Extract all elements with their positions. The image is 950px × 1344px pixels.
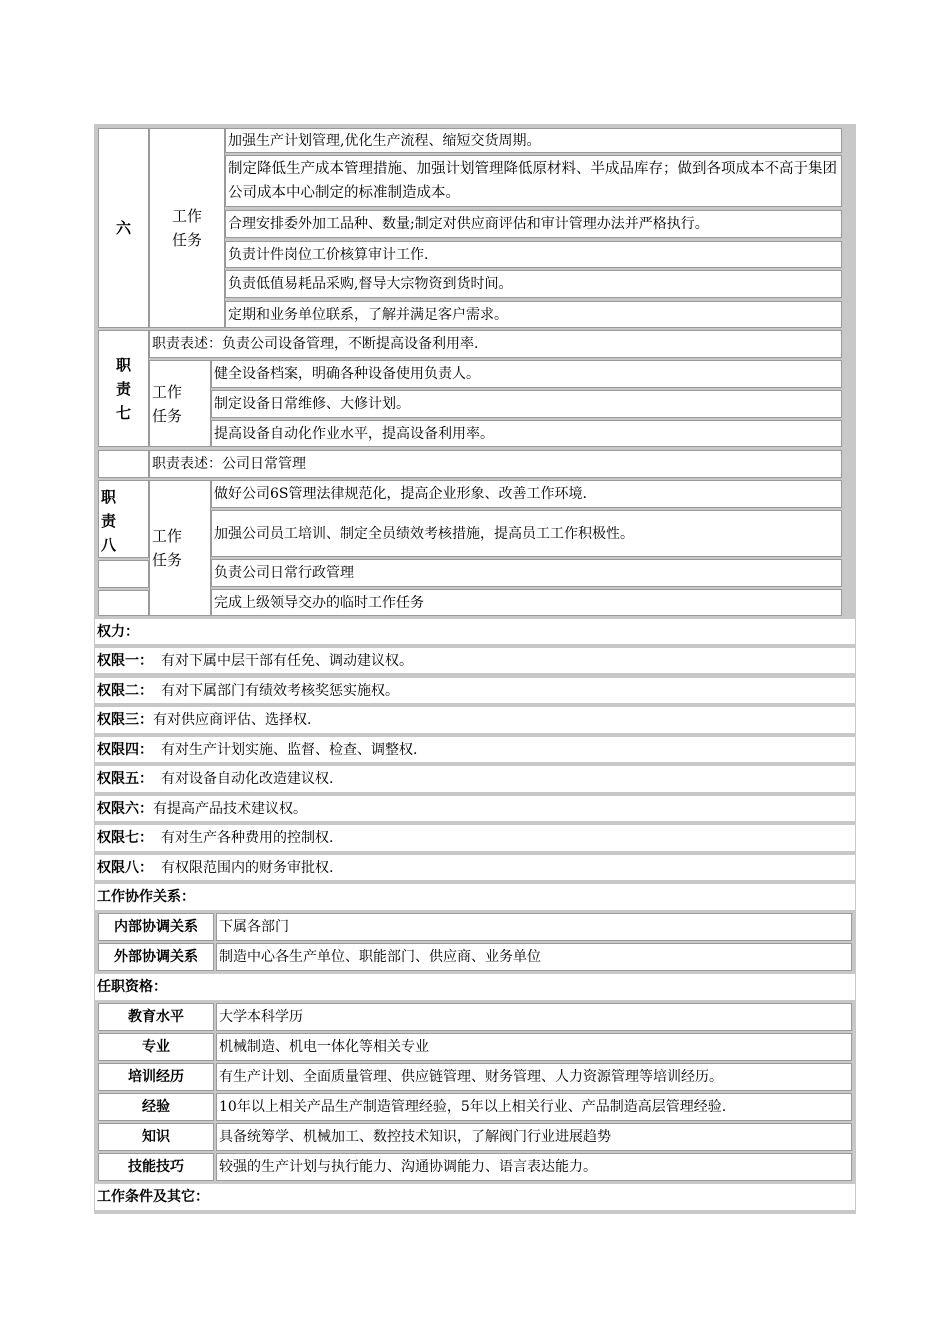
- authority-label: 权限一：: [97, 652, 153, 669]
- duty6-task-6: 定期和业务单位联系，了解并满足客户需求。: [225, 301, 842, 328]
- collaboration-heading: 工作协作关系：: [94, 883, 856, 911]
- qual-value: 较强的生产计划与执行能力、沟通协调能力、语言表达能力。: [216, 1153, 852, 1181]
- qual-value: 大学本科学历: [216, 1003, 852, 1031]
- qual-label: 专业: [98, 1033, 214, 1061]
- duty8-task-4: 完成上级领导交办的临时工作任务: [211, 589, 842, 616]
- collab-label-internal: 内部协调关系: [98, 913, 214, 941]
- authority-label: 权限六：: [97, 800, 153, 817]
- authority-row-2: [94, 677, 856, 704]
- duty6-label: 六: [98, 128, 149, 328]
- authority-label: 权限四：: [97, 741, 153, 758]
- authority-text: 有对生产计划实施、监督、检查、调整权.: [161, 741, 418, 758]
- duty8-label-filler-2: [98, 590, 149, 616]
- duty8-statement: 职责表述：公司日常管理: [149, 450, 842, 478]
- authority-text: 有对供应商评估、选择权.: [153, 712, 312, 728]
- authority-text: 有提高产品技术建议权。: [153, 800, 307, 817]
- duty8-label-char: 职: [101, 488, 117, 506]
- duty7-task-3: 提高设备自动化作业水平，提高设备利用率。: [211, 420, 842, 447]
- duty6-task-4: 负责计件岗位工价核算审计工作.: [225, 241, 842, 268]
- duty8-label-char: 八: [101, 536, 117, 554]
- qual-value: 10年以上相关产品生产制造管理经验，5年以上相关行业、产品制造高层管理经验.: [216, 1093, 852, 1121]
- authority-text: 有对下属部门有绩效考核奖惩实施权。: [161, 682, 399, 699]
- duty8-task-1: 做好公司6S管理法律规范化，提高企业形象、改善工作环境.: [211, 480, 842, 508]
- duty7-task-label-text: 工作任务: [152, 382, 183, 425]
- duty7-label-char: 责: [115, 379, 131, 398]
- qual-label: 知识: [98, 1123, 214, 1151]
- duty8-label-char: 责: [101, 512, 117, 530]
- duty8-task-2: 加强公司员工培训、制定全员绩效考核措施，提高员工工作积极性。: [211, 510, 842, 557]
- qual-label: 技能技巧: [98, 1153, 214, 1181]
- duty6-task-label-text: 工作任务: [171, 207, 202, 249]
- duty8-label-filler-1: [98, 560, 149, 588]
- job-description-table: [94, 124, 856, 1214]
- duty7-task-1: 健全设备档案，明确各种设备使用负责人。: [211, 360, 842, 388]
- authority-text: 有对生产各种费用的控制权.: [161, 830, 334, 846]
- authority-label: 权限七：: [97, 830, 153, 846]
- qual-value: 有生产计划、全面质量管理、供应链管理、财务管理、人力资源管理等培训经历。: [216, 1063, 852, 1091]
- authority-row-3: [94, 706, 856, 734]
- authority-label: 权限五：: [97, 771, 153, 787]
- duty7-label: [98, 330, 149, 447]
- collab-label-external: 外部协调关系: [98, 943, 214, 971]
- conditions-heading: 工作条件及其它：: [94, 1183, 856, 1211]
- duty6-task-5: 负责低值易耗品采购,督导大宗物资到货时间。: [225, 270, 842, 298]
- duty8-task-3: 负责公司日常行政管理: [211, 559, 842, 587]
- qual-label: 教育水平: [98, 1003, 214, 1031]
- authority-row-7: [94, 824, 856, 852]
- duty6-task-label: [149, 128, 225, 328]
- authority-row-4: [94, 736, 856, 763]
- authority-label: 权限三：: [97, 712, 153, 728]
- duty8-task-label-text: 工作任务: [152, 527, 183, 569]
- duty7-task-2: 制定设备日常维修、大修计划。: [211, 390, 842, 418]
- duty7-label-char: 七: [115, 403, 131, 422]
- duty7-label-char: 职: [115, 355, 131, 374]
- authority-row-8: [94, 854, 856, 881]
- authority-heading: 权力：: [94, 618, 856, 645]
- authority-row-5: [94, 765, 856, 793]
- authority-label: 权限八：: [97, 859, 153, 876]
- authority-row-6: [94, 795, 856, 822]
- duty7-task-label: [149, 360, 211, 447]
- authority-row-1: [94, 647, 856, 674]
- qual-value: 具备统筹学、机械加工、数控技术知识，了解阀门行业进展趋势: [216, 1123, 852, 1151]
- duty8-spacer: [98, 450, 149, 478]
- duty6-task-2: 制定降低生产成本管理措施、加强计划管理降低原材料、半成品库存；做到各项成本不高于集团公司成本中心制定的标准制造成本。: [225, 155, 842, 207]
- authority-label: 权限二：: [97, 682, 153, 699]
- qual-label: 培训经历: [98, 1063, 214, 1091]
- collab-value-internal: 下属各部门: [216, 913, 852, 941]
- duty6-task-1: 加强生产计划管理,优化生产流程、缩短交货周期。: [225, 128, 842, 153]
- authority-text: 有权限范围内的财务审批权.: [161, 859, 334, 876]
- qual-label: 经验: [98, 1093, 214, 1121]
- duty7-statement: 职责表述：负责公司设备管理，不断提高设备利用率.: [149, 330, 842, 358]
- duty6-task-3: 合理安排委外加工品种、数量;制定对供应商评估和审计管理办法并严格执行。: [225, 210, 842, 238]
- qualification-heading: 任职资格：: [94, 973, 856, 1001]
- qual-value: 机械制造、机电一体化等相关专业: [216, 1033, 852, 1061]
- duty8-label: [98, 480, 149, 558]
- authority-text: 有对设备自动化改造建议权.: [161, 771, 334, 787]
- duty8-task-label: [149, 480, 211, 616]
- collab-value-external: 制造中心各生产单位、职能部门、供应商、业务单位: [216, 943, 852, 971]
- authority-text: 有对下属中层干部有任免、调动建议权。: [161, 652, 413, 669]
